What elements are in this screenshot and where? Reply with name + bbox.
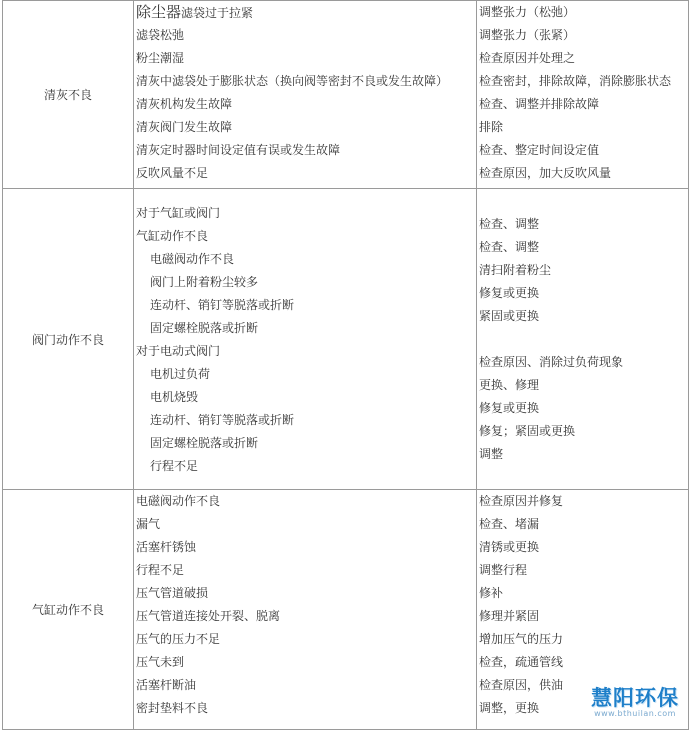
list-item: 检查原因并处理之 (479, 51, 576, 65)
list-item: 漏气 (136, 517, 161, 531)
cause-lead-text: 除尘器 (136, 3, 182, 21)
list-item: 阀门上附着粉尘较多 (150, 275, 259, 289)
watermark-name: 慧阳环保 (591, 686, 679, 710)
table-row (3, 1, 689, 189)
list-item: 修理并紧固 (479, 609, 540, 623)
list-item: 气缸动作不良 (136, 229, 209, 243)
list-item: 检查原因、消除过负荷现象 (479, 355, 624, 369)
list-item: 电磁阀动作不良 (136, 494, 221, 508)
remedies-cell (477, 189, 689, 490)
list-item: 连动杆、销钉等脱落或折断 (150, 413, 295, 427)
causes-cell (134, 189, 477, 490)
list-item: 检查、堵漏 (479, 517, 540, 531)
spacer (477, 328, 688, 351)
list-item: 连动杆、销钉等脱落或折断 (150, 298, 295, 312)
group-heading: 对于气缸或阀门 (136, 206, 221, 220)
list-item: 固定螺栓脱落或折断 (150, 436, 259, 450)
table-row (3, 189, 689, 490)
list-item: 清灰定时器时间设定值有误或发生故障 (136, 143, 341, 157)
list-item: 压气未到 (136, 655, 185, 669)
cause-lead-rest: 滤袋过于拉紧 (181, 6, 254, 20)
remedies-cell (477, 1, 689, 189)
list-item: 检查、整定时间设定值 (479, 143, 600, 157)
list-item: 调整张力（松弛） (479, 5, 576, 19)
list-item: 固定螺栓脱落或折断 (150, 321, 259, 335)
list-item: 清灰机构发生故障 (136, 97, 233, 111)
list-item: 活塞杆锈蚀 (136, 540, 197, 554)
list-item: 压气管道破损 (136, 586, 209, 600)
list-item: 压气管道连接处开裂、脱离 (136, 609, 281, 623)
list-item: 调整张力（张紧） (479, 28, 576, 42)
troubleshooting-table (2, 0, 689, 730)
list-item: 粉尘潮湿 (136, 51, 185, 65)
list-item: 电机烧毁 (150, 390, 199, 404)
list-item: 反吹风量不足 (136, 166, 209, 180)
list-item: 修复或更换 (479, 401, 540, 415)
list-item: 密封垫料不良 (136, 701, 209, 715)
list-item: 清锈或更换 (479, 540, 540, 554)
list-item: 压气的压力不足 (136, 632, 221, 646)
list-item: 排除 (479, 120, 504, 134)
list-item: 调整，更换 (479, 701, 540, 715)
watermark-logo (591, 687, 679, 719)
list-item: 修补 (479, 586, 504, 600)
fault-cell: 清灰不良 (3, 1, 134, 189)
list-item: 行程不足 (150, 459, 199, 473)
list-item: 检查，疏通管线 (479, 655, 564, 669)
list-item: 调整 (479, 447, 504, 461)
list-item: 检查、调整 (479, 240, 540, 254)
list-item: 更换、修理 (479, 378, 540, 392)
list-item: 清灰中滤袋处于膨胀状态（换向阀等密封不良或发生故障） (136, 74, 449, 88)
list-item: 紧固或更换 (479, 309, 540, 323)
watermark-url: www.bthuilan.com (594, 709, 676, 718)
list-item: 清扫附着粉尘 (479, 263, 552, 277)
causes-cell (134, 1, 477, 189)
causes-cell (134, 490, 477, 730)
list-item (134, 1, 476, 24)
list-item: 检查原因，加大反吹风量 (479, 166, 612, 180)
list-item: 增加压气的压力 (479, 632, 564, 646)
list-item: 清灰阀门发生故障 (136, 120, 233, 134)
list-item: 检查原因，供油 (479, 678, 564, 692)
fault-cell: 阀门动作不良 (3, 189, 134, 490)
list-item: 行程不足 (136, 563, 185, 577)
list-item: 电机过负荷 (150, 367, 211, 381)
table-row (3, 490, 689, 730)
group-heading: 对于电动式阀门 (136, 344, 221, 358)
list-item: 检查密封，排除故障，消除膨胀状态 (479, 74, 672, 88)
fault-cell: 气缸动作不良 (3, 490, 134, 730)
list-item: 电磁阀动作不良 (150, 252, 235, 266)
list-item: 检查、调整 (479, 217, 540, 231)
list-item: 修复；紧固或更换 (479, 424, 576, 438)
list-item: 活塞杆断油 (136, 678, 197, 692)
list-item: 调整行程 (479, 563, 528, 577)
list-item: 修复或更换 (479, 286, 540, 300)
list-item: 检查、调整并排除故障 (479, 97, 600, 111)
list-item: 检查原因并修复 (479, 494, 564, 508)
list-item: 滤袋松弛 (136, 28, 185, 42)
